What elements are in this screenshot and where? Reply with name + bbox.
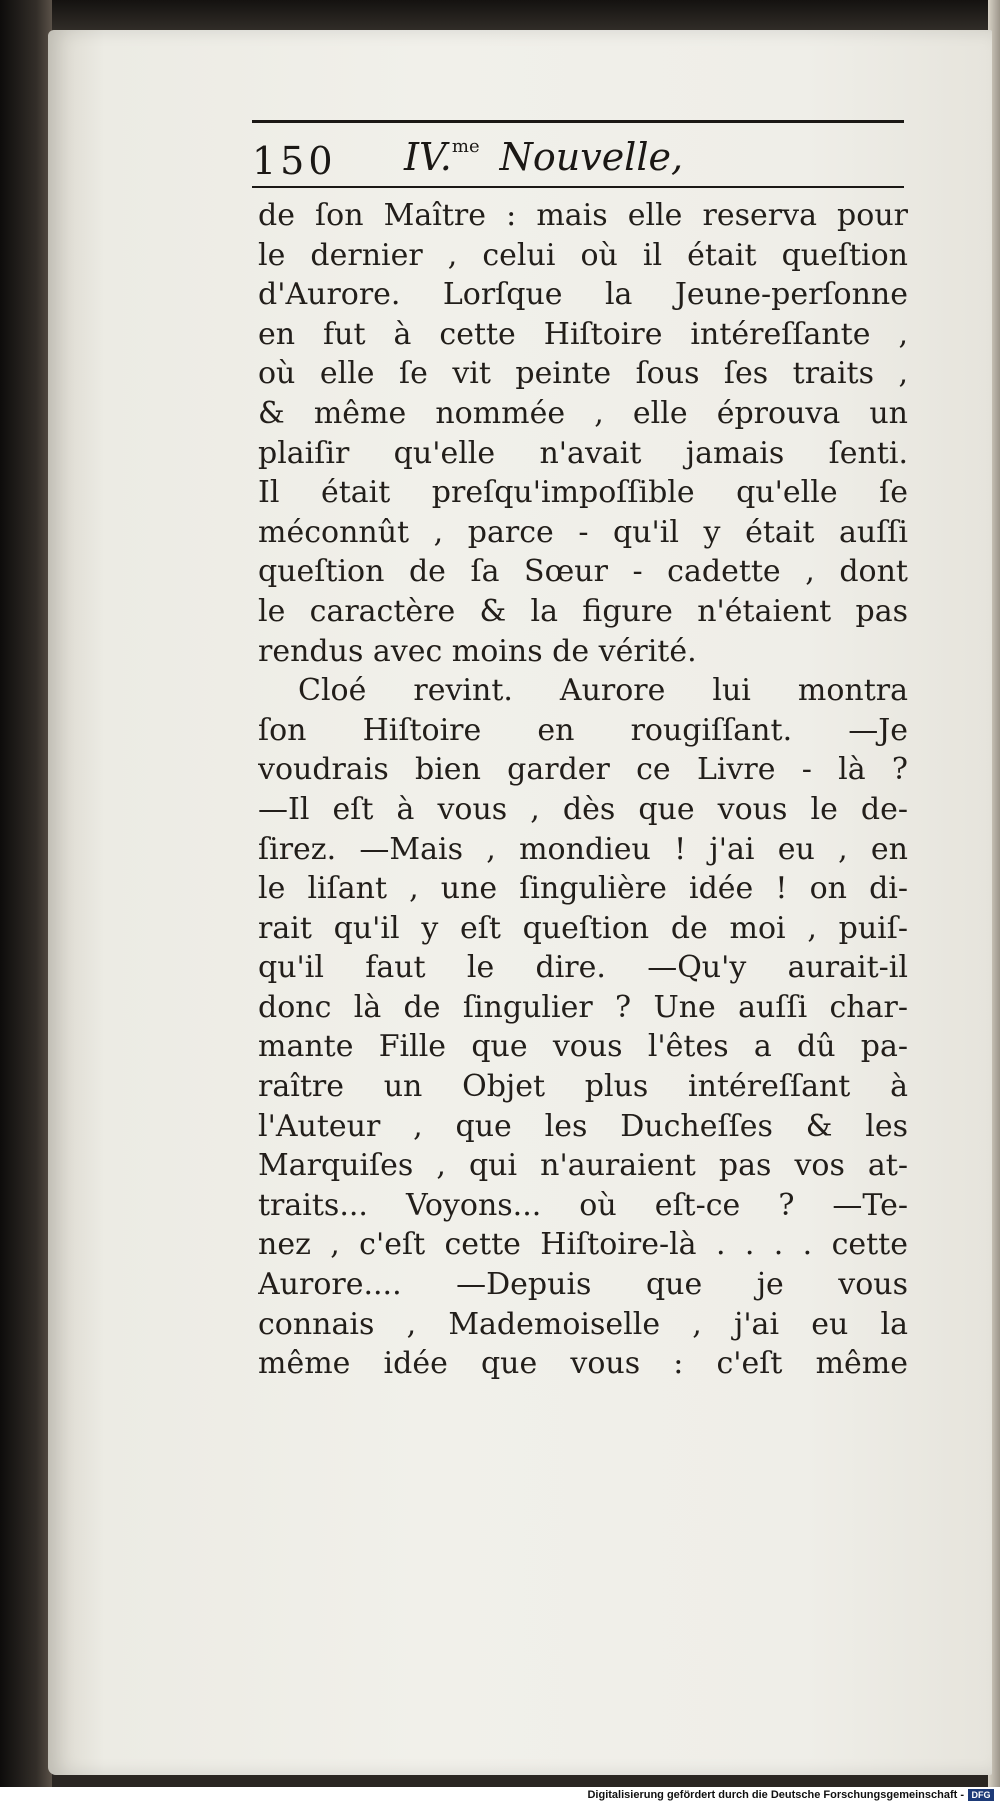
page-number: 150 bbox=[252, 139, 337, 183]
text-line: connais , Mademoiselle , j'ai eu la bbox=[258, 1306, 908, 1342]
text-line: nez , c'eſt cette Hiſtoire-là . . . . cette bbox=[258, 1227, 908, 1263]
text-line: le caractère & la figure n'étaient pas bbox=[258, 593, 908, 629]
text-line: d'Aurore. Lorſque la Jeune-perſonne bbox=[258, 277, 908, 313]
text-line: Il était preſqu'impoſſible qu'elle ſe bbox=[258, 475, 908, 511]
text-line-paragraph-start: Cloé revint. Aurore lui montra bbox=[298, 673, 908, 709]
running-header bbox=[252, 135, 904, 185]
text-line: même idée que vous : c'eſt même bbox=[258, 1346, 908, 1382]
running-head bbox=[404, 135, 683, 179]
text-line: ſirez. —Mais , mondieu ! j'ai eu , en bbox=[258, 831, 908, 867]
text-line: où elle ſe vit peinte ſous ſes traits , bbox=[258, 356, 908, 392]
header-rule-top bbox=[252, 120, 904, 123]
text-line: le liſant , une ſingulière idée ! on di- bbox=[258, 871, 908, 907]
text-line: plaiſir qu'elle n'avait jamais ſenti. bbox=[258, 435, 908, 471]
running-head-numeral: IV. bbox=[404, 135, 452, 179]
text-line: de ſon Maître : mais elle reserva pour bbox=[258, 198, 908, 233]
body-text bbox=[258, 196, 908, 1384]
text-line: ſon Hiſtoire en rougiſſant. —Je bbox=[258, 712, 908, 748]
text-line: qu'il faut le dire. —Qu'y aurait-il bbox=[258, 950, 908, 986]
text-line: le dernier , celui où il était queſtion bbox=[258, 237, 908, 273]
digitization-credit: Digitalisierung gefördert durch die Deutsche Forschungsgemeinschaft - bbox=[587, 1789, 964, 1801]
text-line: l'Auteur , que les Ducheſſes & les bbox=[258, 1108, 908, 1144]
running-head-title: Nouvelle, bbox=[499, 135, 684, 179]
text-line: Marquiſes , qui n'auraient pas vos at- bbox=[258, 1148, 908, 1184]
text-line: donc là de ſingulier ? Une auſſi char- bbox=[258, 989, 908, 1025]
text-line: voudrais bien garder ce Livre - là ? bbox=[258, 752, 908, 788]
header-rule-bottom bbox=[252, 186, 904, 188]
text-line: traits... Voyons... où eſt-ce ? —Te- bbox=[258, 1187, 908, 1223]
text-line: en fut à cette Hiſtoire intéreſſante , bbox=[258, 316, 908, 352]
dfg-logo: DFG bbox=[968, 1789, 994, 1801]
text-line-paragraph-end: rendus avec moins de vérité. bbox=[258, 633, 697, 669]
text-line: méconnût , parce - qu'il y était auſſi bbox=[258, 514, 908, 550]
text-line: rait qu'il y eſt queſtion de moi , puiſ- bbox=[258, 910, 908, 946]
text-line: queſtion de ſa Sœur - cadette , dont bbox=[258, 554, 908, 590]
running-head-superscript: me bbox=[451, 136, 480, 157]
text-line: raître un Objet plus intéreſſant à bbox=[258, 1069, 908, 1105]
text-line: mante Fille que vous l'êtes a dû pa- bbox=[258, 1029, 908, 1065]
text-line: & même nommée , elle éprouva un bbox=[258, 395, 908, 431]
text-line: Aurore.... —Depuis que je vous bbox=[258, 1267, 908, 1303]
book-spine-shadow bbox=[0, 0, 52, 1805]
text-line: —Il eſt à vous , dès que vous le de- bbox=[258, 791, 908, 827]
